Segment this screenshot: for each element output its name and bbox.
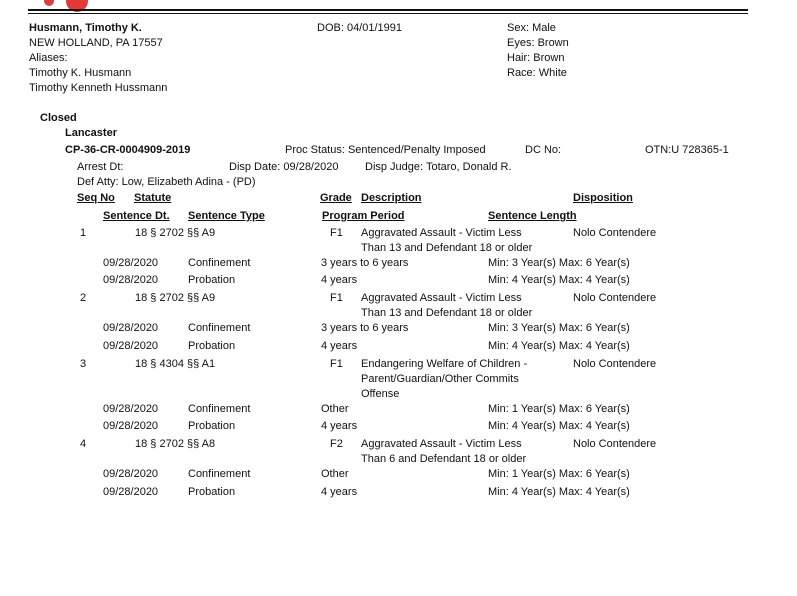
sentence-length: Min: 4 Year(s) Max: 4 Year(s): [488, 340, 630, 352]
charge-seq: 1: [80, 227, 87, 239]
alias-item: Timothy K. Husmann: [29, 67, 132, 79]
proc-status: Proc Status: Sentenced/Penalty Imposed: [285, 144, 486, 156]
sentence-period: Other: [321, 468, 349, 480]
sentence-period: 3 years to 6 years: [321, 322, 409, 334]
sentence-type: Probation: [188, 340, 236, 352]
sentence-length: Min: 4 Year(s) Max: 4 Year(s): [488, 486, 630, 498]
charge-description-line: Aggravated Assault - Victim Less: [361, 292, 522, 304]
dc-number: DC No:: [525, 144, 562, 156]
charge-statute: 18 § 2702 §§ A9: [135, 292, 216, 304]
sex: Sex: Male: [507, 22, 556, 34]
charge-disposition: Nolo Contendere: [573, 358, 657, 370]
col-disposition: Disposition: [573, 192, 633, 204]
charge-seq: 2: [80, 292, 87, 304]
sentence-date: 09/28/2020: [103, 322, 159, 334]
charge-description-line: Than 13 and Defendant 18 or older: [361, 242, 533, 254]
sentence-period: 3 years to 6 years: [321, 257, 409, 269]
otn: OTN:U 728365-1: [645, 144, 729, 156]
col-description: Description: [361, 192, 422, 204]
charge-statute: 18 § 2702 §§ A8: [135, 438, 216, 450]
charge-grade: F1: [330, 227, 343, 239]
charge-description-line: Than 6 and Defendant 18 or older: [361, 453, 527, 465]
defense-attorney: Def Atty: Low, Elizabeth Adina - (PD): [77, 176, 256, 188]
arrest-date: Arrest Dt:: [77, 161, 124, 173]
docket-number: CP-36-CR-0004909-2019: [65, 144, 191, 156]
col-program-period: Program Period: [322, 210, 405, 222]
charge-grade: F2: [330, 438, 343, 450]
sentence-length: Min: 4 Year(s) Max: 4 Year(s): [488, 274, 630, 286]
sentence-length: Min: 3 Year(s) Max: 6 Year(s): [488, 322, 630, 334]
sentence-type: Confinement: [188, 468, 251, 480]
alias-item: Timothy Kenneth Hussmann: [29, 82, 168, 94]
charge-grade: F1: [330, 292, 343, 304]
sentence-length: Min: 1 Year(s) Max: 6 Year(s): [488, 403, 630, 415]
col-sentence-type: Sentence Type: [188, 210, 265, 222]
sentence-type: Probation: [188, 486, 236, 498]
case-status: Closed: [40, 112, 77, 124]
sentence-length: Min: 3 Year(s) Max: 6 Year(s): [488, 257, 630, 269]
charge-statute: 18 § 4304 §§ A1: [135, 358, 216, 370]
sentence-length: Min: 1 Year(s) Max: 6 Year(s): [488, 468, 630, 480]
charge-description-line: Aggravated Assault - Victim Less: [361, 227, 522, 239]
sentence-length: Min: 4 Year(s) Max: 4 Year(s): [488, 420, 630, 432]
dob: DOB: 04/01/1991: [317, 22, 403, 34]
race: Race: White: [507, 67, 567, 79]
sentence-type: Probation: [188, 420, 236, 432]
aliases-label: Aliases:: [29, 52, 68, 64]
col-statute: Statute: [134, 192, 172, 204]
sentence-type: Confinement: [188, 257, 251, 269]
county: Lancaster: [65, 127, 117, 139]
sentence-type: Confinement: [188, 322, 251, 334]
header-rule-thin: [28, 13, 748, 14]
charge-description-line: Aggravated Assault - Victim Less: [361, 438, 522, 450]
hair: Hair: Brown: [507, 52, 565, 64]
col-grade: Grade: [320, 192, 352, 204]
seal-fragment-icon: [44, 0, 54, 6]
sentence-period: 4 years: [321, 486, 358, 498]
charge-disposition: Nolo Contendere: [573, 292, 657, 304]
charge-description-line: Than 13 and Defendant 18 or older: [361, 307, 533, 319]
sentence-date: 09/28/2020: [103, 340, 159, 352]
charge-description-line: Parent/Guardian/Other Commits: [361, 373, 519, 385]
sentence-period: Other: [321, 403, 349, 415]
sentence-period: 4 years: [321, 274, 358, 286]
header-rule-thick: [28, 9, 748, 11]
sentence-type: Probation: [188, 274, 236, 286]
col-sentence-date: Sentence Dt.: [103, 210, 170, 222]
sentence-date: 09/28/2020: [103, 486, 159, 498]
sentence-period: 4 years: [321, 420, 358, 432]
sentence-date: 09/28/2020: [103, 403, 159, 415]
sentence-type: Confinement: [188, 403, 251, 415]
sentence-date: 09/28/2020: [103, 420, 159, 432]
disposition-date: Disp Date: 09/28/2020: [229, 161, 339, 173]
charge-grade: F1: [330, 358, 343, 370]
charge-disposition: Nolo Contendere: [573, 227, 657, 239]
col-sentence-length: Sentence Length: [488, 210, 577, 222]
col-seq-no: Seq No: [77, 192, 115, 204]
eyes: Eyes: Brown: [507, 37, 569, 49]
defendant-name: Husmann, Timothy K.: [29, 22, 142, 34]
defendant-address: NEW HOLLAND, PA 17557: [29, 37, 163, 49]
charge-disposition: Nolo Contendere: [573, 438, 657, 450]
charge-seq: 3: [80, 358, 87, 370]
charge-seq: 4: [80, 438, 87, 450]
sentence-date: 09/28/2020: [103, 468, 159, 480]
charge-description-line: Offense: [361, 388, 400, 400]
charge-statute: 18 § 2702 §§ A9: [135, 227, 216, 239]
sentence-period: 4 years: [321, 340, 358, 352]
sentence-date: 09/28/2020: [103, 274, 159, 286]
charge-description-line: Endangering Welfare of Children -: [361, 358, 528, 370]
disposition-judge: Disp Judge: Totaro, Donald R.: [365, 161, 512, 173]
sentence-date: 09/28/2020: [103, 257, 159, 269]
